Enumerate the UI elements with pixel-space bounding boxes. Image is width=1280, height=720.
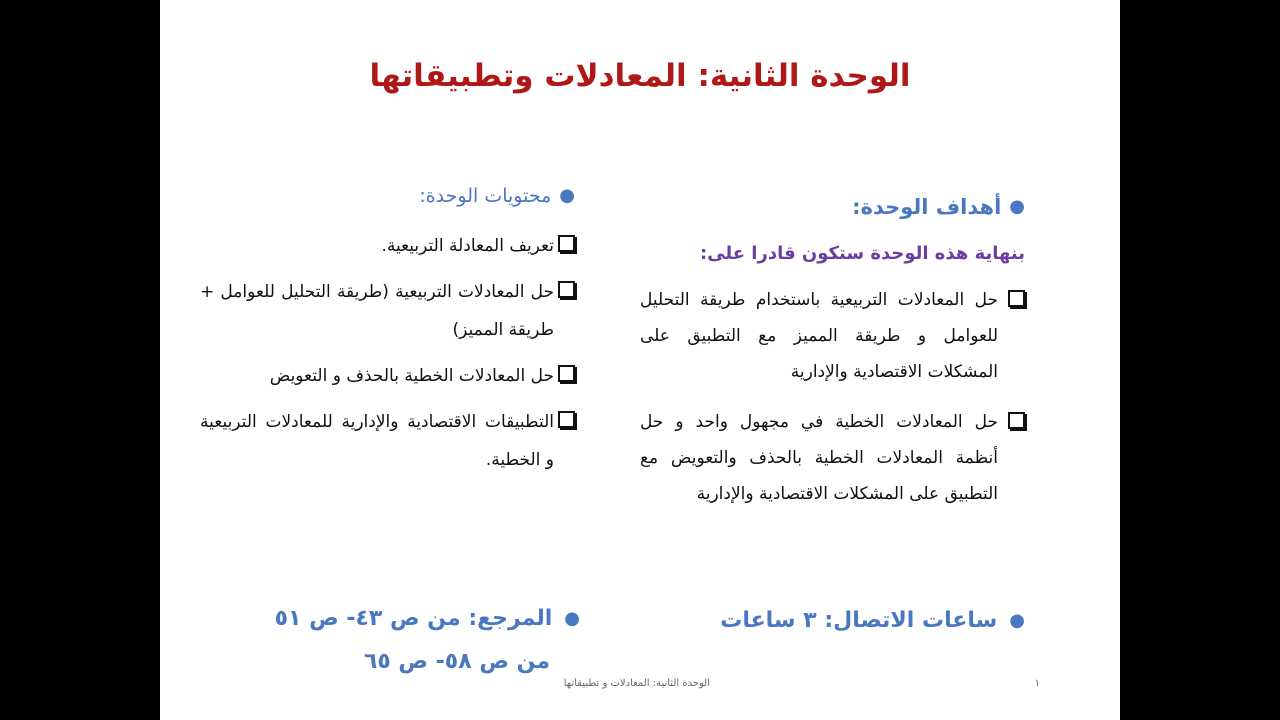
objectives-heading xyxy=(640,195,1025,219)
list-item xyxy=(640,404,1025,512)
content-text: حل المعادلات التربيعية (طريقة التحليل للعوامل + طريقة المميز) xyxy=(200,282,554,340)
list-item xyxy=(200,357,575,395)
bullet-icon: ● xyxy=(564,607,580,629)
contact-hours-text: ساعات الاتصال: ٣ ساعات xyxy=(720,608,998,633)
objectives-section xyxy=(640,195,1025,526)
footer-title: الوحدة الثانية: المعادلات و تطبيقاتها xyxy=(563,678,710,689)
objectives-intro: بنهاية هذه الوحدة ستكون قادرا على: xyxy=(699,243,1025,264)
slide-title: الوحدة الثانية: المعادلات وتطبيقاتها xyxy=(369,58,911,94)
list-item xyxy=(200,273,575,349)
objective-text: حل المعادلات الخطية في مجهول واحد و حل أنظمة المعادلات الخطية بالحذف والتعويض مع التطبيق على المشكلات الاقتصادية والإدارية xyxy=(640,412,998,504)
contents-list xyxy=(200,227,575,479)
contents-section xyxy=(200,185,575,487)
checkbox-icon xyxy=(558,365,575,382)
objectives-list xyxy=(640,282,1025,512)
bullet-icon: ● xyxy=(559,185,575,206)
content-text: تعريف المعادلة التربيعية. xyxy=(381,236,554,256)
checkbox-icon xyxy=(558,281,575,298)
list-item xyxy=(200,403,575,479)
reference-line-1 xyxy=(275,606,580,631)
bullet-icon: ● xyxy=(1009,196,1025,217)
content-text: حل المعادلات الخطية بالحذف و التعويض xyxy=(269,366,554,386)
objectives-heading-text: أهداف الوحدة: xyxy=(852,195,1002,219)
checkbox-icon xyxy=(1008,290,1025,307)
reference-text-2: من ص ٥٨- ص ٦٥ xyxy=(363,649,550,674)
bullet-icon: ● xyxy=(1009,609,1025,631)
checkbox-icon xyxy=(1008,412,1025,429)
contents-heading-text: محتويات الوحدة: xyxy=(419,185,552,207)
content-text: التطبيقات الاقتصادية والإدارية للمعادلات التربيعية و الخطية. xyxy=(200,412,554,470)
list-item xyxy=(640,282,1025,390)
reference-text-1: المرجع: من ص ٤٣- ص ٥١ xyxy=(274,606,553,631)
page-number: ١ xyxy=(1034,678,1040,689)
contents-heading xyxy=(200,185,575,207)
list-item xyxy=(200,227,575,265)
checkbox-icon xyxy=(558,235,575,252)
slide xyxy=(160,0,1120,720)
reference xyxy=(275,606,580,674)
objective-text: حل المعادلات التربيعية باستخدام طريقة التحليل للعوامل و طريقة المميز مع التطبيق على المشكلات الاقتصادية والإدارية xyxy=(640,290,998,382)
contact-hours xyxy=(720,608,1025,633)
checkbox-icon xyxy=(558,411,575,428)
